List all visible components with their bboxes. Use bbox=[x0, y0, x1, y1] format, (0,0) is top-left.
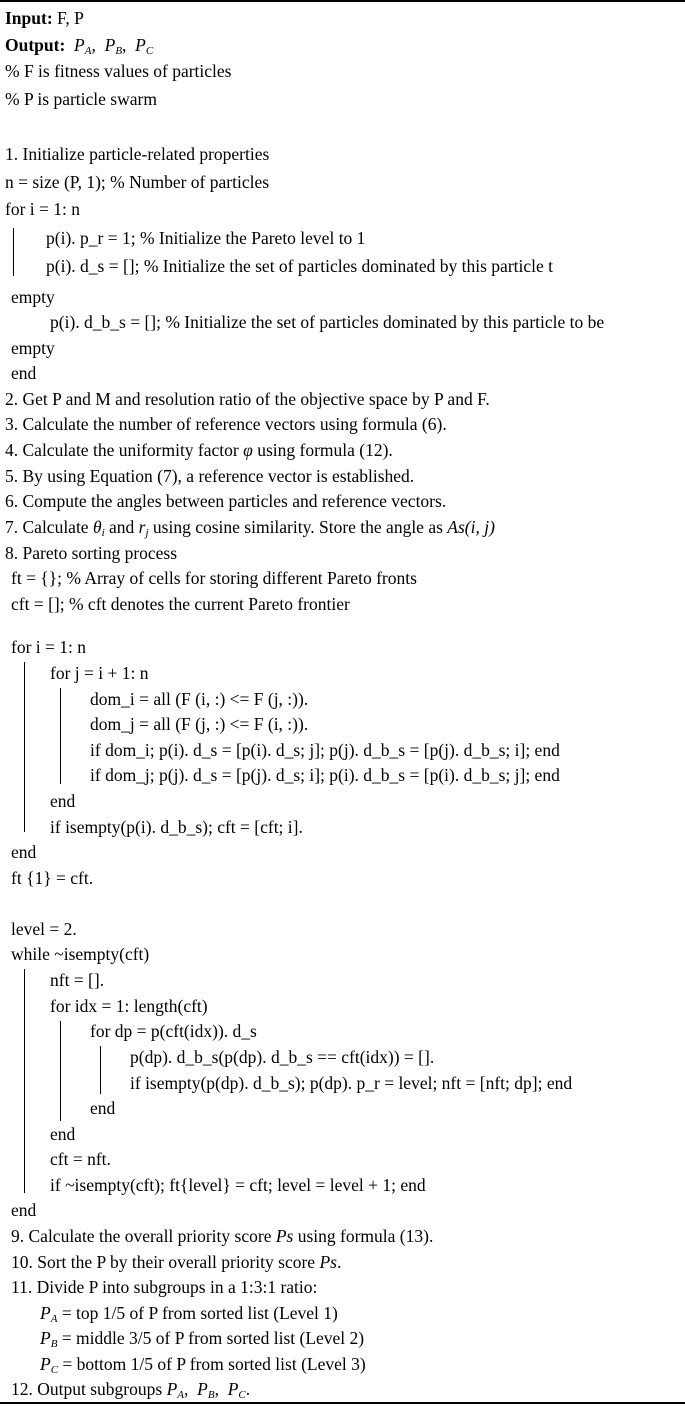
loop2-level: level = 2. bbox=[11, 919, 77, 939]
indent-guide bbox=[100, 1046, 101, 1094]
loop2-end-idx: end bbox=[50, 1124, 76, 1144]
step9: 9. Calculate the overall priority score Ps using formula (13). bbox=[11, 1226, 434, 1246]
indent-guide bbox=[24, 969, 25, 1193]
step1-n: n = size (P, 1); % Number of particles bbox=[5, 172, 270, 192]
loop1-if-empty: if isempty(p(i). d_b_s); cft = [cft; i]. bbox=[50, 817, 303, 837]
step1-for: for i = 1: n bbox=[5, 199, 80, 219]
loop1-dom-i: dom_i = all (F (i, :) <= F (j, :)). bbox=[90, 689, 309, 709]
output-label: Output: bbox=[5, 35, 66, 55]
loop1-end-outer: end bbox=[11, 842, 37, 862]
loop2-if-pdp: if isempty(p(dp). d_b_s); p(dp). p_r = level; nft = [nft; dp]; end bbox=[130, 1073, 573, 1093]
cft-line: cft = []; % cft denotes the current Pareto frontier bbox=[11, 594, 350, 614]
ft-line: ft = {}; % Array of cells for storing different Pareto fronts bbox=[11, 568, 417, 588]
loop2-while: while ~isempty(cft) bbox=[11, 944, 150, 964]
loop2-for-dp: for dp = p(cft(idx)). d_s bbox=[90, 1021, 257, 1041]
subgroup-a: $P_A$ = top 1/5 of P from sorted list (Level 1) bbox=[40, 1303, 338, 1325]
subgroup-b: $P_B$ = middle 3/5 of P from sorted list (Level 2) bbox=[40, 1328, 365, 1350]
loop1-if-dom-j: if dom_j; p(j). d_s = [p(j). d_s; i]; p(i). d_b_s = [p(i). d_b_s; j]; end bbox=[90, 765, 560, 785]
loop1-for-i: for i = 1: n bbox=[11, 637, 86, 657]
loop1-for-j: for j = i + 1: n bbox=[50, 663, 149, 683]
input-value: F, P bbox=[52, 8, 84, 28]
indent-guide bbox=[24, 662, 25, 832]
input-label: Input: bbox=[5, 8, 53, 28]
indent-guide bbox=[60, 688, 61, 784]
step1-end: end bbox=[11, 363, 37, 383]
loop2-if-cft: if ~isempty(cft); ft{level} = cft; level = level + 1; end bbox=[50, 1175, 426, 1195]
step1-ds: p(i). d_s = []; % Initialize the set of particles dominated by this particle t bbox=[46, 256, 554, 276]
step1-dbs: p(i). d_b_s = []; % Initialize the set of particles dominated by this particle to be bbox=[50, 312, 605, 332]
step1-empty1: empty bbox=[11, 287, 55, 307]
output-line: Output: $P_A$, $P_B$, $P_C$ bbox=[5, 35, 154, 57]
step2: 2. Get P and M and resolution ratio of the objective space by P and F. bbox=[5, 389, 490, 409]
loop1-end-inner: end bbox=[50, 791, 76, 811]
loop2-for-idx: for idx = 1: length(cft) bbox=[50, 996, 208, 1016]
step3: 3. Calculate the number of reference vectors using formula (6). bbox=[5, 414, 447, 434]
top-rule bbox=[0, 0, 685, 2]
loop2-nft: nft = []. bbox=[50, 970, 105, 990]
step10: 10. Sort the P by their overall priority score Ps. bbox=[11, 1252, 342, 1272]
loop1-ft1: ft {1} = cft. bbox=[11, 868, 94, 888]
step6: 6. Compute the angles between particles and reference vectors. bbox=[5, 491, 447, 511]
comment-f: % F is fitness values of particles bbox=[5, 61, 232, 81]
indent-guide bbox=[13, 228, 14, 276]
loop1-if-dom-i: if dom_i; p(i). d_s = [p(i). d_s; j]; p(j). d_b_s = [p(j). d_b_s; i]; end bbox=[90, 740, 560, 760]
step8: 8. Pareto sorting process bbox=[5, 543, 178, 563]
step5: 5. By using Equation (7), a reference vector is established. bbox=[5, 466, 415, 486]
step12: 12. Output subgroups $P_A$, $P_B$, $P_C$. bbox=[11, 1379, 251, 1401]
step1-title: 1. Initialize particle-related properties bbox=[5, 144, 270, 164]
step1-empty2: empty bbox=[11, 338, 55, 358]
step7: 7. Calculate $\theta_i$ and $r_j$ using cosine similarity. Store the angle as As(i, j) bbox=[5, 517, 495, 539]
step4: 4. Calculate the uniformity factor φ using formula (12). bbox=[5, 440, 393, 460]
comment-p: % P is particle swarm bbox=[5, 89, 157, 109]
loop1-dom-j: dom_j = all (F (j, :) <= F (i, :)). bbox=[90, 714, 309, 734]
loop2-end-while: end bbox=[11, 1200, 37, 1220]
loop2-pdp: p(dp). d_b_s(p(dp). d_b_s == cft(idx)) = []. bbox=[130, 1047, 435, 1067]
step11: 11. Divide P into subgroups in a 1:3:1 ratio: bbox=[11, 1277, 318, 1297]
subgroup-c: $P_C$ = bottom 1/5 of P from sorted list (Level 3) bbox=[40, 1354, 366, 1376]
input-line bbox=[5, 7, 84, 29]
loop2-end-dp: end bbox=[90, 1098, 116, 1118]
indent-guide bbox=[60, 1021, 61, 1121]
loop2-cft-nft: cft = nft. bbox=[50, 1149, 111, 1169]
step1-pr: p(i). p_r = 1; % Initialize the Pareto level to 1 bbox=[46, 228, 366, 248]
